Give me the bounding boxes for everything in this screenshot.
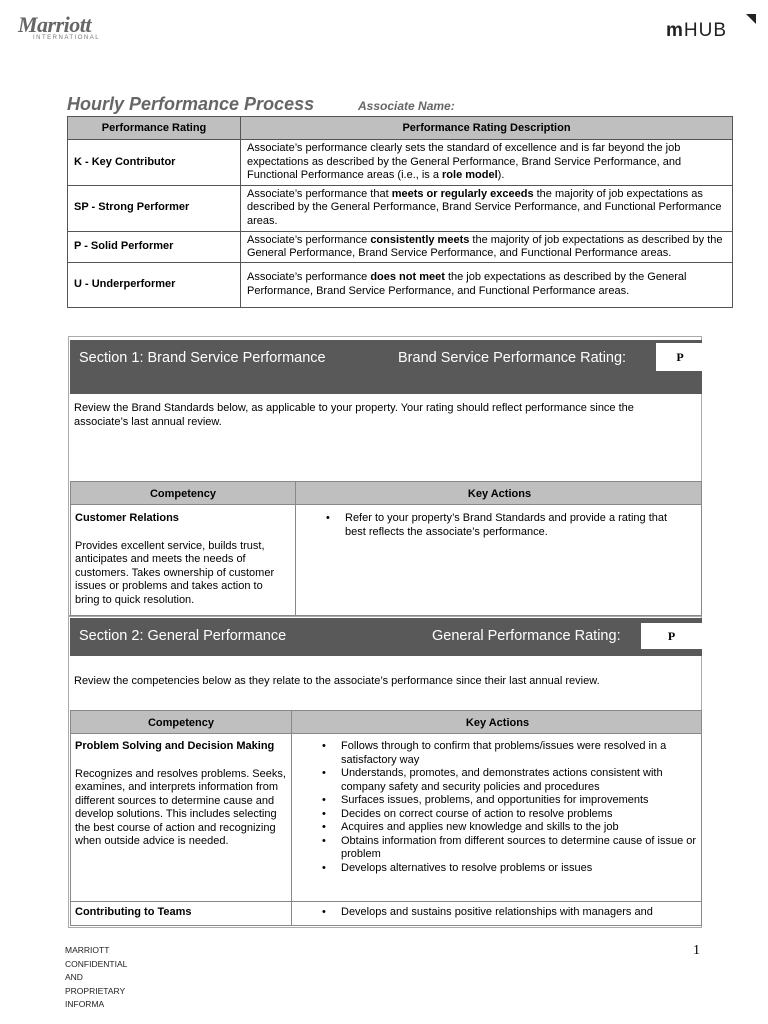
list-item: • Follows through to confirm that problems/issues were resolved in a satisfactory way <box>317 740 697 767</box>
section2-header <box>70 618 702 656</box>
section1-column-headers <box>70 481 702 505</box>
rating-name: U - Underperformer <box>68 262 241 307</box>
table-row <box>68 185 733 231</box>
key-actions-header: Key Actions <box>465 717 530 729</box>
competency-cell <box>75 740 287 849</box>
list-item: • Understands, promotes, and demonstrates actions consistent with company safety and security policies and procedures <box>317 767 697 794</box>
key-actions-header: Key Actions <box>467 488 532 500</box>
section1-header <box>70 340 702 394</box>
section1-title: Section 1: Brand Service Performance <box>79 350 326 366</box>
key-actions-list <box>317 906 697 920</box>
competency-cell <box>75 906 287 920</box>
marriott-logo: Marriott <box>18 12 92 37</box>
table-row <box>70 505 702 616</box>
section2-rating-label: General Performance Rating: <box>432 628 621 644</box>
rating-description: Associate’s performance clearly sets the standard of excellence and is far beyond the job expectations as described by the General Performance, Brand Service Performance, and Functional Performance areas (i.e., is a role model). <box>241 140 733 186</box>
list-item: • Develops and sustains positive relationships with managers and <box>317 906 697 920</box>
rating-table <box>67 116 733 308</box>
key-actions-list <box>321 512 681 539</box>
table-row <box>70 902 702 926</box>
mhub-logo-m: m <box>666 20 684 41</box>
competency-title: Problem Solving and Decision Making <box>75 740 275 752</box>
section1-rating-label: Brand Service Performance Rating: <box>398 350 627 366</box>
mhub-flag-icon <box>746 14 756 24</box>
key-actions-list <box>317 740 697 875</box>
list-item: • Obtains information from different sources to determine cause of issue or problem <box>317 835 697 862</box>
list-item: • Decides on correct course of action to resolve problems <box>317 808 697 822</box>
rating-col-header: Performance Rating <box>68 117 241 140</box>
rating-description: Associate’s performance consistently meets the majority of job expectations as described by the General Performance, Brand Service Performance, and Functional Performance areas. <box>241 231 733 262</box>
confidential-footer: MARRIOTT CONFIDENTIAL AND PROPRIETARY INFORMA <box>65 945 128 1009</box>
marriott-logo-subtitle: INTERNATIONAL <box>33 35 101 41</box>
description-col-header: Performance Rating Description <box>241 117 733 140</box>
rating-name: K - Key Contributor <box>68 140 241 186</box>
list-item: • Develops alternatives to resolve problems or issues <box>317 862 697 876</box>
section1-rating-value[interactable]: P <box>656 343 704 371</box>
rating-name: P - Solid Performer <box>68 231 241 262</box>
associate-name-label: Associate Name: <box>358 99 455 113</box>
competency-cell <box>75 512 290 607</box>
table-row <box>68 262 733 307</box>
competency-header: Competency <box>149 488 217 500</box>
page-number: 1 <box>693 943 700 958</box>
list-item: • Surfaces issues, problems, and opportunities for improvements <box>317 794 697 808</box>
table-row <box>68 140 733 186</box>
list-item: • Acquires and applies new knowledge and skills to the job <box>317 821 697 835</box>
list-item: • Refer to your property’s Brand Standards and provide a rating that best reflects the associate’s performance. <box>321 512 681 539</box>
table-row <box>70 734 702 902</box>
rating-description: Associate’s performance does not meet the job expectations as described by the General Performance, Brand Service Performance, and Functional Performance areas. <box>241 262 733 307</box>
competency-title: Contributing to Teams <box>75 906 192 918</box>
mhub-logo-hub: HUB <box>683 20 728 41</box>
page-title: Hourly Performance Process <box>67 94 315 114</box>
table-row <box>68 231 733 262</box>
section1-intro: Review the Brand Standards below, as applicable to your property. Your rating should reflect performance since the associate’s last annual review. <box>74 402 634 428</box>
rating-description: Associate’s performance that meets or regularly exceeds the majority of job expectations as described by the General Performance, Brand Service Performance, and Functional Performance areas. <box>241 185 733 231</box>
competency-description: Provides excellent service, builds trust, anticipates and meets the needs of customers. Takes ownership of customer issues or problems and takes action to bring to quick resolution. <box>75 539 275 606</box>
competency-title: Customer Relations <box>75 512 179 524</box>
competency-header: Competency <box>147 717 215 729</box>
rating-name: SP - Strong Performer <box>68 185 241 231</box>
section2-column-headers <box>70 710 702 734</box>
section2-title: Section 2: General Performance <box>79 628 287 644</box>
section2-intro: Review the competencies below as they relate to the associate’s performance since their last annual review. <box>74 675 600 687</box>
section2-rating-value[interactable]: P <box>641 623 702 649</box>
mhub-logo <box>666 20 727 42</box>
competency-description: Recognizes and resolves problems. Seeks, examines, and interprets information from different sources to determine cause and develop solutions. This includes selecting the best course of action and recognizing when outside advice is needed. <box>75 767 286 847</box>
